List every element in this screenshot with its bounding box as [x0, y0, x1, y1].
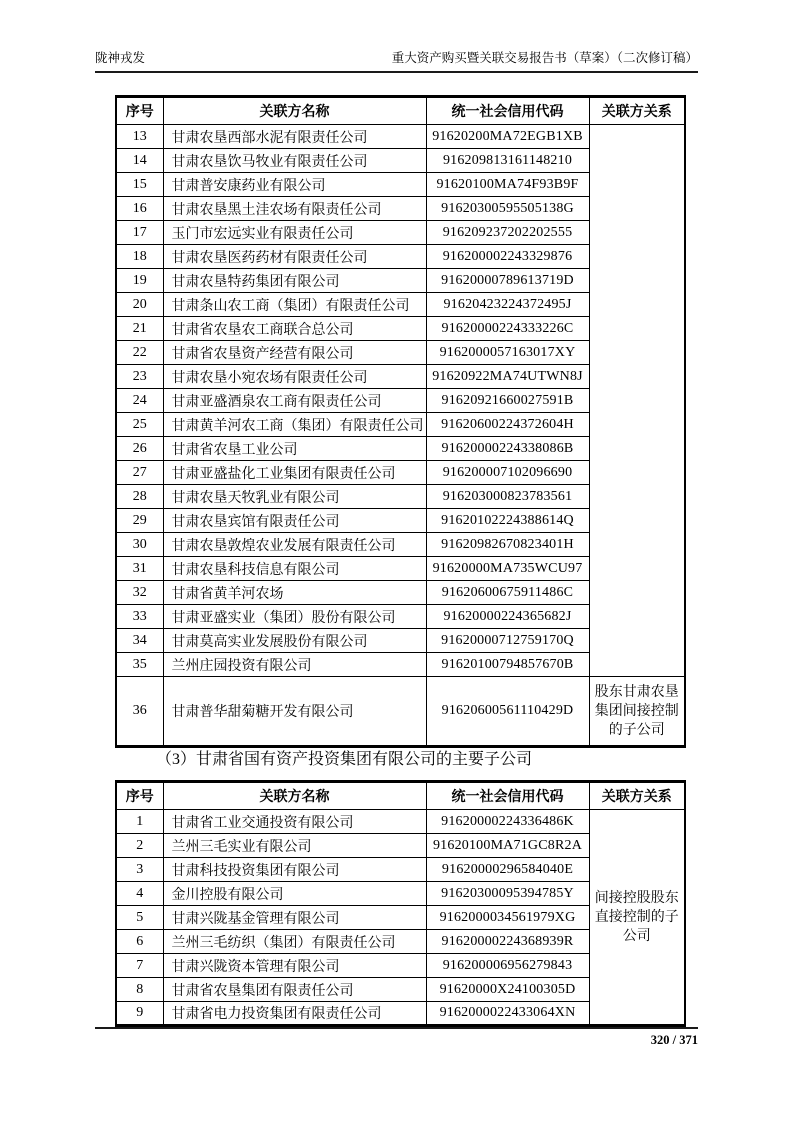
- cell-serial: 29: [116, 509, 163, 533]
- cell-name: 甘肃省黄羊河农场: [163, 581, 426, 605]
- cell-serial: 20: [116, 293, 163, 317]
- table-1-body: [116, 125, 685, 747]
- cell-credit-code: 91620102224388614Q: [426, 509, 589, 533]
- cell-serial: 21: [116, 317, 163, 341]
- col-header-relationship: 关联方关系: [589, 782, 685, 810]
- cell-credit-code: 91620100MA71GC8R2A: [426, 834, 589, 858]
- cell-credit-code: 91620000712759170Q: [426, 629, 589, 653]
- cell-serial: 4: [116, 882, 163, 906]
- cell-name: 甘肃省电力投资集团有限责任公司: [163, 1002, 426, 1026]
- cell-credit-code: 91620000224336486K: [426, 810, 589, 834]
- cell-credit-code: 91620982670823401H: [426, 533, 589, 557]
- table-row: [116, 810, 685, 834]
- cell-credit-code: 91620000224368939R: [426, 930, 589, 954]
- cell-credit-code: 91620000789613719D: [426, 269, 589, 293]
- cell-name: 甘肃省农垦工业公司: [163, 437, 426, 461]
- cell-credit-code: 91620000224333226C: [426, 317, 589, 341]
- cell-name: 甘肃省工业交通投资有限公司: [163, 810, 426, 834]
- cell-name: 兰州三毛实业有限公司: [163, 834, 426, 858]
- cell-name: 甘肃兴陇资本管理有限公司: [163, 954, 426, 978]
- cell-credit-code: 91620300595505138G: [426, 197, 589, 221]
- cell-name: 甘肃亚盛盐化工业集团有限责任公司: [163, 461, 426, 485]
- cell-serial: 7: [116, 954, 163, 978]
- col-header-serial: 序号: [116, 97, 163, 125]
- cell-serial: 14: [116, 149, 163, 173]
- table-2-head: [116, 782, 685, 810]
- cell-name: 甘肃省农垦农工商联合总公司: [163, 317, 426, 341]
- cell-credit-code: 91620600561110429D: [426, 677, 589, 747]
- cell-credit-code: 91620600675911486C: [426, 581, 589, 605]
- cell-name: 甘肃农垦特药集团有限公司: [163, 269, 426, 293]
- cell-name: 甘肃省农垦资产经营有限公司: [163, 341, 426, 365]
- cell-credit-code: 916200002243329876: [426, 245, 589, 269]
- cell-credit-code: 91620100MA74F93B9F: [426, 173, 589, 197]
- cell-name: 甘肃农垦科技信息有限公司: [163, 557, 426, 581]
- cell-name: 甘肃普安康药业有限公司: [163, 173, 426, 197]
- cell-credit-code: 91620000X24100305D: [426, 978, 589, 1002]
- header-right-title: 重大资产购买暨关联交易报告书（草案）（二次修订稿）: [391, 51, 698, 65]
- cell-name: 甘肃农垦宾馆有限责任公司: [163, 509, 426, 533]
- cell-serial: 18: [116, 245, 163, 269]
- cell-serial: 34: [116, 629, 163, 653]
- cell-credit-code: 91620000MA735WCU97: [426, 557, 589, 581]
- cell-serial: 15: [116, 173, 163, 197]
- col-header-name: 关联方名称: [163, 782, 426, 810]
- cell-credit-code: 91620000296584040E: [426, 858, 589, 882]
- cell-name: 甘肃普华甜菊糖开发有限公司: [163, 677, 426, 747]
- cell-name: 玉门市宏远实业有限责任公司: [163, 221, 426, 245]
- cell-serial: 16: [116, 197, 163, 221]
- cell-credit-code: 916209813161148210: [426, 149, 589, 173]
- cell-credit-code: 9162000057163017XY: [426, 341, 589, 365]
- cell-serial: 23: [116, 365, 163, 389]
- table-row: [116, 677, 685, 747]
- cell-serial: 35: [116, 653, 163, 677]
- cell-credit-code: 916209237202202555: [426, 221, 589, 245]
- cell-serial: 6: [116, 930, 163, 954]
- cell-serial: 31: [116, 557, 163, 581]
- table-2-body: [116, 810, 685, 1026]
- table-header-row: [116, 782, 685, 810]
- cell-credit-code: 91620100794857670B: [426, 653, 589, 677]
- cell-name: 甘肃黄羊河农工商（集团）有限责任公司: [163, 413, 426, 437]
- cell-serial: 1: [116, 810, 163, 834]
- cell-serial: 2: [116, 834, 163, 858]
- cell-credit-code: 91620423224372495J: [426, 293, 589, 317]
- cell-serial: 24: [116, 389, 163, 413]
- table-1-head: [116, 97, 685, 125]
- cell-serial: 26: [116, 437, 163, 461]
- cell-name: 兰州庄园投资有限公司: [163, 653, 426, 677]
- cell-credit-code: 91620300095394785Y: [426, 882, 589, 906]
- col-header-relationship: 关联方关系: [589, 97, 685, 125]
- cell-credit-code: 916203000823783561: [426, 485, 589, 509]
- related-party-table-1: [115, 95, 686, 748]
- cell-credit-code: 91620200MA72EGB1XB: [426, 125, 589, 149]
- col-header-credit-code: 统一社会信用代码: [426, 97, 589, 125]
- cell-name: 甘肃亚盛实业（集团）股份有限公司: [163, 605, 426, 629]
- cell-serial: 22: [116, 341, 163, 365]
- related-party-table-2-container: [115, 780, 686, 1027]
- page-header: [95, 50, 698, 73]
- cell-credit-code: 91620000224365682J: [426, 605, 589, 629]
- related-party-table-2: [115, 780, 686, 1027]
- cell-name: 甘肃农垦医药药材有限责任公司: [163, 245, 426, 269]
- cell-serial: 30: [116, 533, 163, 557]
- related-party-table-1-container: [115, 95, 686, 748]
- cell-name: 甘肃莫高实业发展股份有限公司: [163, 629, 426, 653]
- cell-credit-code: 91620000224338086B: [426, 437, 589, 461]
- section-title: （3）甘肃省国有资产投资集团有限公司的主要子公司: [156, 751, 533, 768]
- cell-serial: 33: [116, 605, 163, 629]
- cell-credit-code: 91620921660027591B: [426, 389, 589, 413]
- footer-rule: [95, 1027, 698, 1029]
- col-header-credit-code: 统一社会信用代码: [426, 782, 589, 810]
- cell-relationship: [589, 125, 685, 677]
- header-left-title: 陇神戎发: [95, 51, 146, 65]
- cell-name: 甘肃农垦小宛农场有限责任公司: [163, 365, 426, 389]
- cell-serial: 5: [116, 906, 163, 930]
- table-header-row: [116, 97, 685, 125]
- cell-name: 甘肃条山农工商（集团）有限责任公司: [163, 293, 426, 317]
- cell-credit-code: 91620922MA74UTWN8J: [426, 365, 589, 389]
- cell-credit-code: 9162000034561979XG: [426, 906, 589, 930]
- cell-credit-code: 916200007102096690: [426, 461, 589, 485]
- table-row: [116, 125, 685, 149]
- cell-name: 甘肃科技投资集团有限公司: [163, 858, 426, 882]
- cell-relationship: 间接控股股东直接控制的子公司: [589, 810, 685, 1026]
- cell-serial: 3: [116, 858, 163, 882]
- cell-name: 甘肃兴陇基金管理有限公司: [163, 906, 426, 930]
- cell-serial: 25: [116, 413, 163, 437]
- cell-serial: 36: [116, 677, 163, 747]
- col-header-name: 关联方名称: [163, 97, 426, 125]
- col-header-serial: 序号: [116, 782, 163, 810]
- cell-credit-code: 9162000022433064XN: [426, 1002, 589, 1026]
- cell-credit-code: 91620600224372604H: [426, 413, 589, 437]
- cell-serial: 17: [116, 221, 163, 245]
- cell-name: 甘肃农垦天牧乳业有限公司: [163, 485, 426, 509]
- cell-name: 甘肃农垦西部水泥有限责任公司: [163, 125, 426, 149]
- cell-serial: 9: [116, 1002, 163, 1026]
- cell-credit-code: 916200006956279843: [426, 954, 589, 978]
- cell-serial: 13: [116, 125, 163, 149]
- cell-serial: 8: [116, 978, 163, 1002]
- cell-name: 金川控股有限公司: [163, 882, 426, 906]
- cell-relationship: 股东甘肃农垦集团间接控制的子公司: [589, 677, 685, 747]
- cell-serial: 32: [116, 581, 163, 605]
- cell-name: 甘肃农垦饮马牧业有限责任公司: [163, 149, 426, 173]
- cell-serial: 19: [116, 269, 163, 293]
- cell-serial: 27: [116, 461, 163, 485]
- cell-name: 甘肃农垦敦煌农业发展有限责任公司: [163, 533, 426, 557]
- cell-name: 甘肃省农垦集团有限责任公司: [163, 978, 426, 1002]
- cell-serial: 28: [116, 485, 163, 509]
- cell-name: 甘肃亚盛酒泉农工商有限责任公司: [163, 389, 426, 413]
- cell-name: 兰州三毛纺织（集团）有限责任公司: [163, 930, 426, 954]
- page-number: 320 / 371: [650, 1033, 698, 1047]
- cell-name: 甘肃农垦黑土洼农场有限责任公司: [163, 197, 426, 221]
